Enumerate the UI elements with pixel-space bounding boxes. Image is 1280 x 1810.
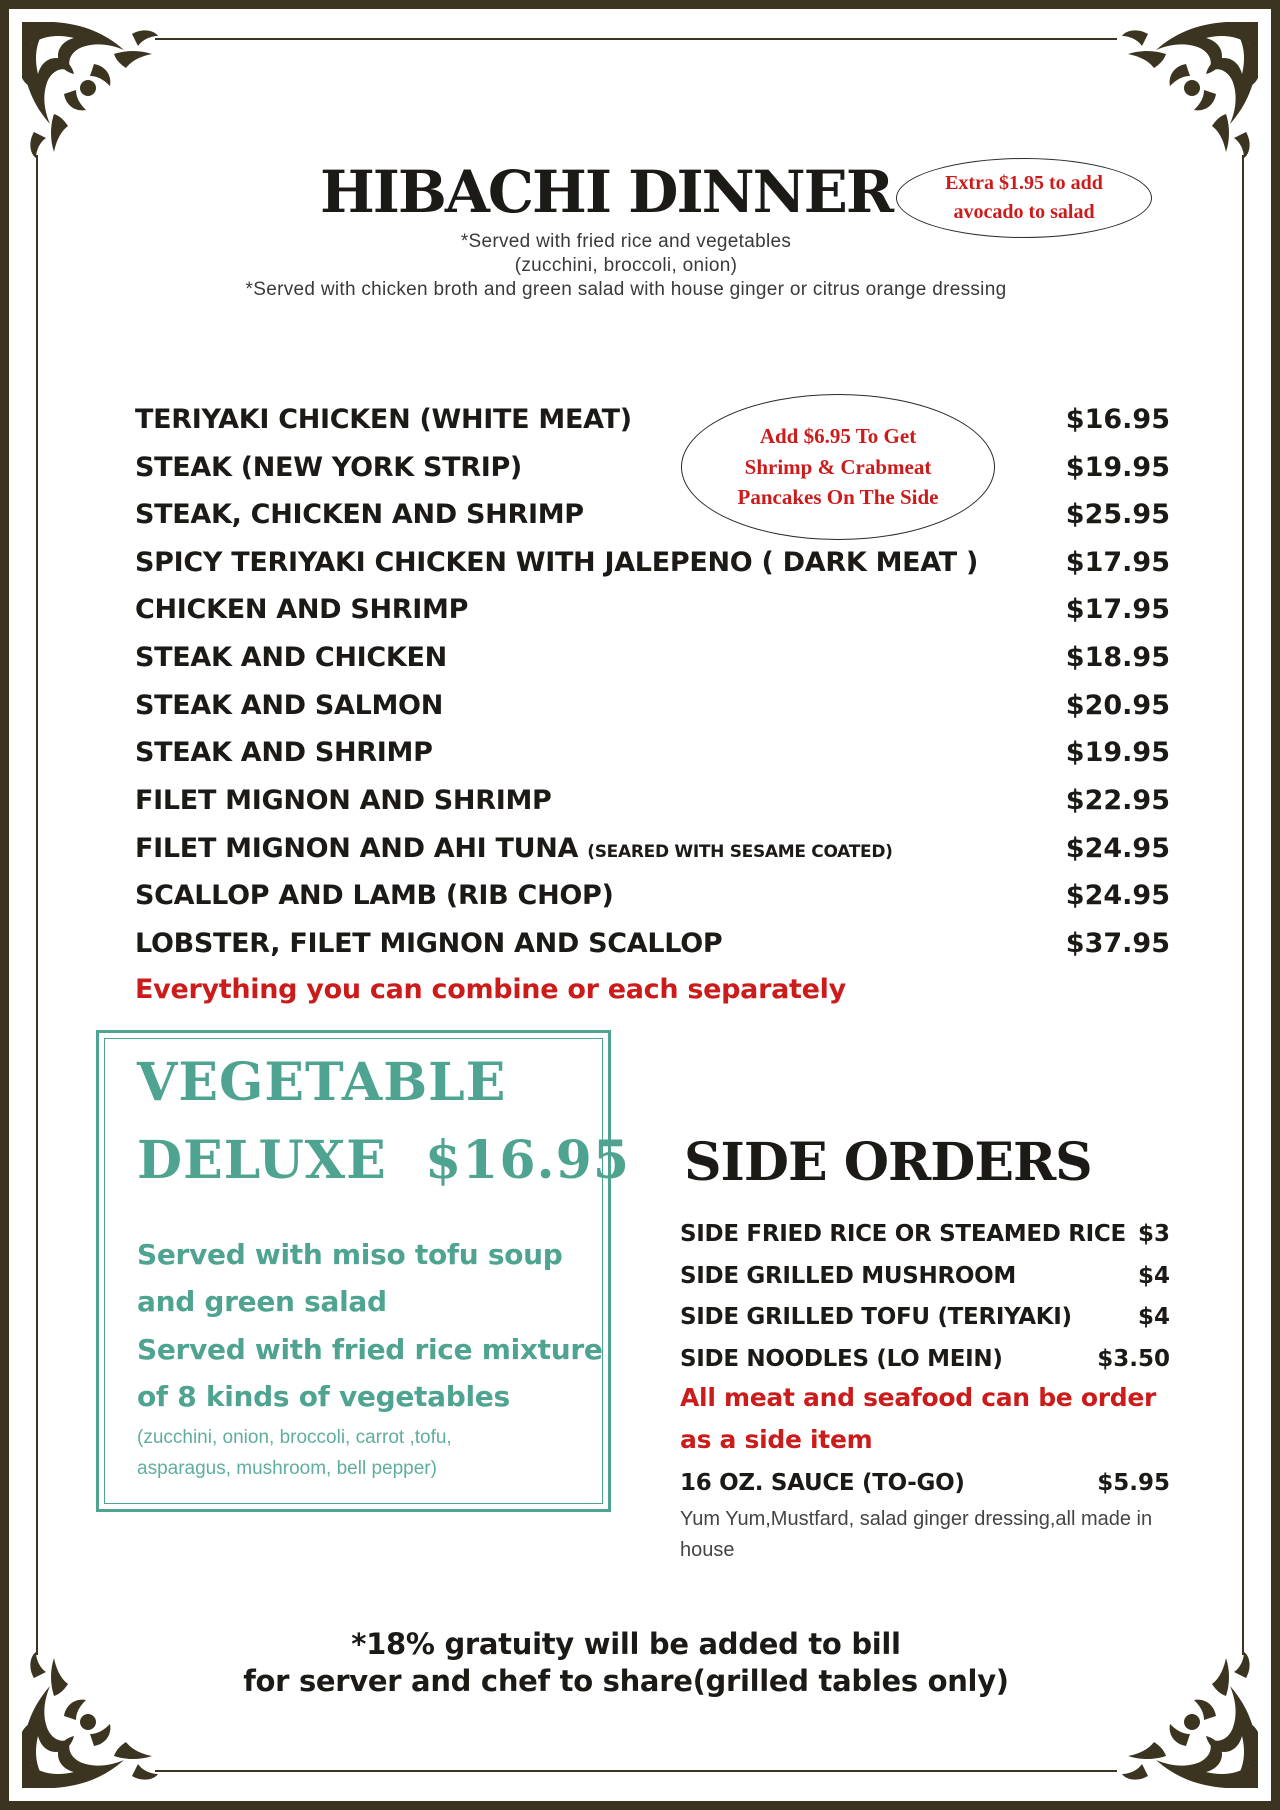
avocado-note-line: Extra $1.95 to add	[945, 172, 1103, 194]
menu-item-name: CHICKEN AND SHRIMP	[135, 594, 469, 625]
side-item-price: $4	[1137, 1304, 1170, 1330]
menu-item-price: $17.95	[1065, 594, 1170, 625]
side-order-note: as a side item	[680, 1425, 873, 1454]
vegetable-list: (zucchini, onion, broccoli, carrot ,tofu,	[137, 1427, 452, 1448]
served-note: *Served with fried rice and vegetables	[460, 231, 792, 252]
side-item-price: $4	[1137, 1263, 1170, 1289]
menu-item	[135, 448, 1170, 488]
menu-item-name: STEAK AND SALMON	[135, 690, 443, 721]
menu-item	[135, 686, 1170, 726]
menu-item-price: $25.95	[1065, 499, 1170, 530]
vegetable-description: of 8 kinds of vegetables	[137, 1380, 510, 1413]
menu-item-price: $24.95	[1065, 833, 1170, 864]
menu-item-price: $19.95	[1065, 452, 1170, 483]
vegetable-title: VEGETABLE	[137, 1052, 507, 1113]
sauce-item-price: $5.95	[1097, 1470, 1170, 1496]
menu-item-price: $16.95	[1065, 404, 1170, 435]
side-item-name: SIDE NOODLES (LO MEIN)	[680, 1346, 1003, 1372]
menu-item-name: LOBSTER, FILET MIGNON AND SCALLOP	[135, 928, 723, 959]
menu-item-price: $20.95	[1065, 690, 1170, 721]
menu-item-name	[135, 829, 893, 872]
side-order-note: All meat and seafood can be order	[680, 1383, 1157, 1412]
side-item-price: $3	[1137, 1221, 1170, 1247]
menu-item	[135, 495, 1170, 535]
pancake-note-line: Add $6.95 To Get	[759, 424, 917, 449]
frame-rule-right	[1242, 155, 1244, 1655]
menu-item-price: $22.95	[1065, 785, 1170, 816]
vegetable-description: and green salad	[137, 1285, 387, 1318]
pancake-note-line: Pancakes On The Side	[737, 485, 939, 510]
sauce-item-name: 16 OZ. SAUCE (TO-GO)	[680, 1470, 965, 1496]
side-item-price: $3.50	[1097, 1346, 1170, 1372]
menu-item	[135, 829, 1170, 869]
menu-item-price: $24.95	[1065, 880, 1170, 911]
side-item	[680, 1258, 1170, 1294]
menu-item-price: $18.95	[1065, 642, 1170, 673]
side-item	[680, 1216, 1170, 1252]
sauce-note: Yum Yum,Mustfard, salad ginger dressing,all made in house	[680, 1508, 1153, 1561]
vegetable-description: Served with fried rice mixture	[137, 1333, 603, 1366]
vegetable-title-price: DELUXE $16.95	[137, 1130, 630, 1191]
frame-rule-top	[155, 38, 1117, 40]
corner-ornament-icon	[1116, 14, 1266, 164]
served-note: *Served with chicken broth and green salad with house ginger or citrus orange dressing	[245, 279, 1007, 300]
pancake-note-line: Shrimp & Crabmeat	[744, 454, 932, 479]
menu-item-name: STEAK, CHICKEN AND SHRIMP	[135, 499, 584, 530]
side-orders-title: SIDE ORDERS	[684, 1132, 1092, 1193]
menu-item	[135, 543, 1170, 583]
menu-item	[135, 781, 1170, 821]
side-item	[680, 1299, 1170, 1335]
menu-item	[135, 924, 1170, 964]
frame-rule-bottom	[155, 1770, 1117, 1772]
menu-item	[135, 400, 1170, 440]
menu-item-name: STEAK (NEW YORK STRIP)	[135, 452, 522, 483]
menu-item-name: SPICY TERIYAKI CHICKEN WITH JALEPENO ( DARK MEAT )	[135, 547, 979, 578]
menu-item	[135, 638, 1170, 678]
avocado-note	[896, 158, 1152, 238]
menu-item	[135, 590, 1170, 630]
menu-item-name: FILET MIGNON AND SHRIMP	[135, 785, 552, 816]
menu-item-name: STEAK AND CHICKEN	[135, 642, 447, 673]
menu-item-name: STEAK AND SHRIMP	[135, 737, 433, 768]
menu-item-name: TERIYAKI CHICKEN (WHITE MEAT)	[135, 404, 632, 435]
menu-item	[135, 876, 1170, 916]
menu-item-price: $19.95	[1065, 737, 1170, 768]
side-item-name: SIDE FRIED RICE OR STEAMED RICE	[680, 1221, 1126, 1247]
gratuity-note: for server and chef to share(grilled tables only)	[243, 1664, 1009, 1698]
served-note: (zucchini, broccoli, onion)	[514, 255, 738, 276]
avocado-note-line: avocado to salad	[953, 201, 1095, 223]
side-item-name: SIDE GRILLED TOFU (TERIYAKI)	[680, 1304, 1072, 1330]
corner-ornament-icon	[14, 14, 164, 164]
side-item	[680, 1341, 1170, 1377]
menu-item-name: SCALLOP AND LAMB (RIB CHOP)	[135, 880, 614, 911]
side-item-name: SIDE GRILLED MUSHROOM	[680, 1263, 1016, 1289]
menu-item-note: (SEARED WITH SESAME COATED)	[587, 842, 893, 862]
gratuity-note: *18% gratuity will be added to bill	[351, 1627, 901, 1661]
menu-item	[135, 733, 1170, 773]
menu-item-title: FILET MIGNON AND AHI TUNA	[135, 833, 579, 864]
menu-item-price: $37.95	[1065, 928, 1170, 959]
vegetable-list: asparagus, mushroom, bell pepper)	[137, 1458, 437, 1479]
menu-item-price: $17.95	[1065, 547, 1170, 578]
page-title: HIBACHI DINNER	[319, 158, 893, 226]
frame-rule-left	[36, 155, 38, 1655]
sauce-item	[680, 1465, 1170, 1501]
vegetable-description: Served with miso tofu soup	[137, 1238, 563, 1271]
combine-note: Everything you can combine or each separately	[135, 974, 846, 1005]
